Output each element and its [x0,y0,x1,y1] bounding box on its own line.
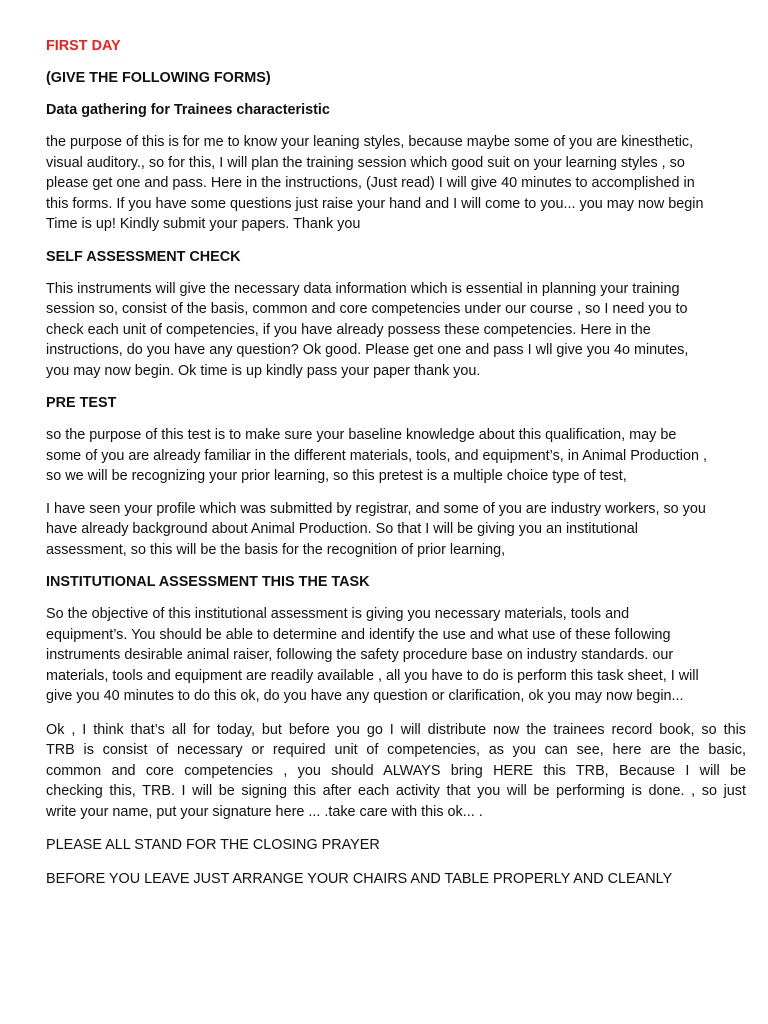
section-heading-self-assessment: SELF ASSESSMENT CHECK [46,248,241,265]
section-heading-data-gathering: Data gathering for Trainees characteristic [46,102,330,118]
text-line: the purpose of this is for me to know your leaning styles, because maybe some of you are kinesthetic, [46,134,694,150]
text-line: you may now begin. Ok time is up kindly pass your paper thank you. [46,362,481,379]
paragraph-pre-test-purpose [46,425,746,487]
text-line: Ok , I think that’s all for today, but before you go I will distribute now the trainees record book, so this [46,721,746,738]
text-line: instruments desirable animal raiser, following the safety procedure base on industry standards. our [46,647,674,663]
text-line: This instruments will give the necessary data information which is essential in planning your training [46,280,680,297]
text-line: session so, consist of the basis, common and core competencies under our course , so I need you to [46,301,688,317]
text-line: Time is up! Kindly submit your papers. Thank you [46,216,361,232]
paragraph-institutional-assessment [46,604,746,707]
text-line: instructions, do you have any question? Ok good. Please get one and pass I wll give you 4o minutes, [46,342,689,358]
closing-prayer-line: PLEASE ALL STAND FOR THE CLOSING PRAYER [46,837,380,853]
section-heading-institutional-assessment: INSTITUTIONAL ASSESSMENT THIS THE TASK [46,574,370,590]
paragraph-pre-test-profile [46,499,746,561]
text-line: I have seen your profile which was submitted by registrar, and some of you are industry workers, so you [46,500,706,517]
text-line: assessment, so this will be the basis for the recognition of prior learning, [46,541,506,558]
text-line: so we will be recognizing your prior learning, so this pretest is a multiple choice type of test, [46,468,627,484]
leave-instruction-line: BEFORE YOU LEAVE JUST ARRANGE YOUR CHAIRS AND TABLE PROPERLY AND CLEANLY [46,870,673,887]
paragraph-closing [46,720,746,823]
text-line: equipment’s. You should be able to determine and identify the use and what use of these following [46,626,671,643]
text-line: check each unit of competencies, if you have already possess these competencies. Here in the [46,321,651,338]
text-line: TRB is consist of necessary or required unit of competencies, as you can see, here are the basic, [46,742,746,758]
subtitle: (GIVE THE FOLLOWING FORMS) [46,70,271,86]
text-line: So the objective of this institutional assessment is giving you necessary materials, tools and [46,606,630,622]
text-line: visual auditory., so for this, I will plan the training session which good suit on your learning styles , so [46,154,685,171]
text-line: so the purpose of this test is to make sure your baseline knowledge about this qualification, may be [46,427,677,443]
text-line: this forms. If you have some questions just raise your hand and I will come to you... you may now begin [46,195,704,212]
paragraph-data-gathering [46,132,746,235]
section-heading-pre-test: PRE TEST [46,395,117,411]
page-title: FIRST DAY [46,38,121,54]
paragraph-self-assessment [46,279,746,382]
document-page [46,36,746,889]
text-line: checking this, TRB. I will be signing this after each activity that you will be performing is done. , so just [46,783,746,799]
text-line: have already background about Animal Production. So that I will be giving you an institutional [46,521,638,537]
text-line: write your name, put your signature here ... .take care with this ok... . [46,803,483,820]
text-line: common and core competencies , you should ALWAYS bring HERE this TRB, Because I will be [46,762,746,779]
text-line: please get one and pass. Here in the instructions, (Just read) I will give 40 minutes to accomplished in [46,175,695,191]
text-line: some of you are already familiar in the different materials, tools, and equipment’s, in Animal Production , [46,447,707,464]
text-line: materials, tools and equipment are readily available , all you have to do is perform this task sheet, I will [46,667,699,684]
text-line: give you 40 minutes to do this ok, do you have any question or clarification, ok you may now begin... [46,688,684,704]
